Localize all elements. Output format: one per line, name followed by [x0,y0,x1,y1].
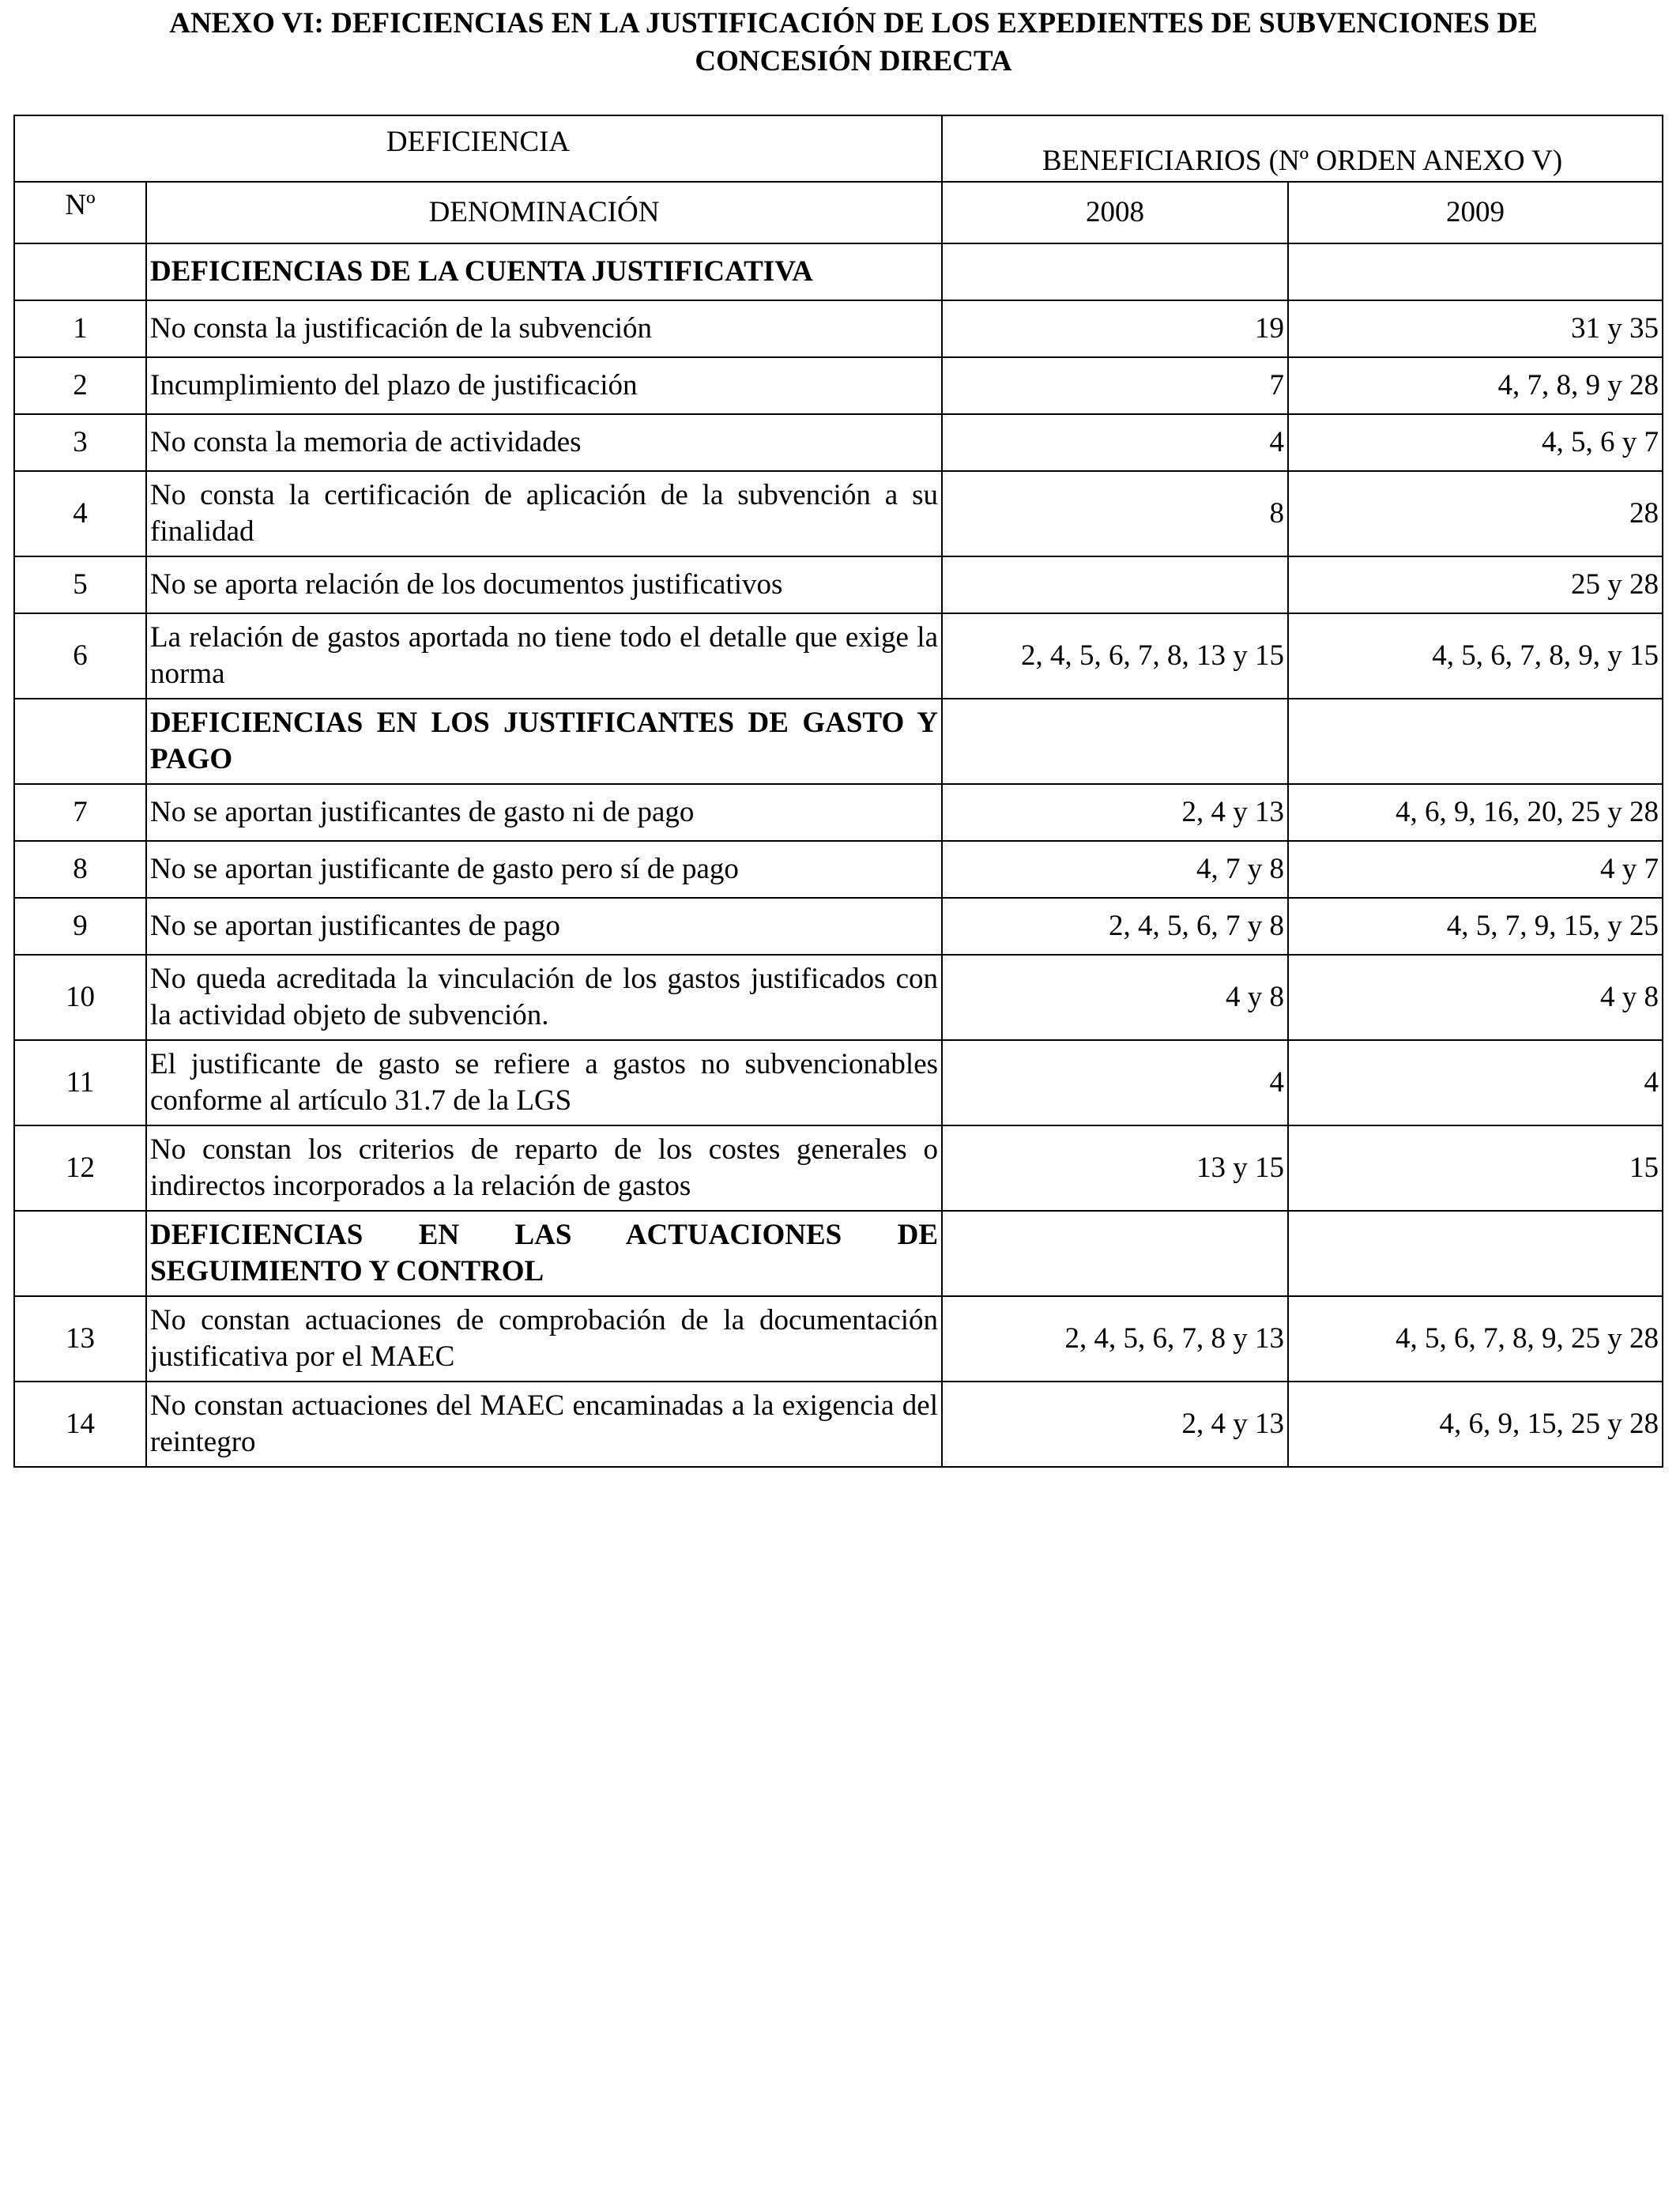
table-row [14,841,1663,898]
row-denominacion: La relación de gastos aportada no tiene todo el detalle que exige la norma [146,613,942,699]
row-number: 11 [14,1040,146,1125]
row-number: 10 [14,955,146,1040]
row-number: 4 [14,471,146,556]
section-title: DEFICIENCIAS EN LOS JUSTIFICANTES DE GASTO Y PAGO [146,699,942,784]
row-number: 1 [14,300,146,357]
header-2009: 2009 [1288,182,1663,243]
row-beneficiarios-2009: 4, 5, 6 y 7 [1288,414,1663,471]
row-number: 7 [14,784,146,841]
page-title-line-1: ANEXO VI: DEFICIENCIAS EN LA JUSTIFICACIÓN DE LOS EXPEDIENTES DE SUBVENCIONES DE [169,7,1538,40]
row-beneficiarios-2009: 4, 5, 7, 9, 15, y 25 [1288,898,1663,955]
row-denominacion: No constan los criterios de reparto de los costes generales o indirectos incorporados a la relación de gastos [146,1125,942,1211]
row-denominacion: No consta la certificación de aplicación de la subvención a su finalidad [146,471,942,556]
row-beneficiarios-2008: 2, 4 y 13 [942,1382,1288,1467]
table-row [14,1040,1663,1125]
row-denominacion: No queda acreditada la vinculación de los gastos justificados con la actividad objeto de subvención. [146,955,942,1040]
row-beneficiarios-2008: 2, 4 y 13 [942,784,1288,841]
row-beneficiarios-2009: 28 [1288,471,1663,556]
table-row [14,955,1663,1040]
row-beneficiarios-2009: 4 [1288,1040,1663,1125]
row-number: 2 [14,357,146,414]
header-2008: 2008 [942,182,1288,243]
row-denominacion: No se aportan justificantes de pago [146,898,942,955]
section-row [14,699,1663,784]
row-beneficiarios-2008: 19 [942,300,1288,357]
row-beneficiarios-2008: 8 [942,471,1288,556]
row-beneficiarios-2009: 4, 7, 8, 9 y 28 [1288,357,1663,414]
header-row-sub [14,182,1663,243]
row-denominacion: No se aportan justificante de gasto pero sí de pago [146,841,942,898]
table-row [14,1125,1663,1211]
row-beneficiarios-2009: 4, 6, 9, 15, 25 y 28 [1288,1382,1663,1467]
row-denominacion: No consta la memoria de actividades [146,414,942,471]
row-beneficiarios-2008: 2, 4, 5, 6, 7 y 8 [942,898,1288,955]
section-row [14,243,1663,300]
row-denominacion: No se aporta relación de los documentos justificativos [146,556,942,613]
row-beneficiarios-2009: 4 y 8 [1288,955,1663,1040]
row-beneficiarios-2008: 4 y 8 [942,955,1288,1040]
row-beneficiarios-2008: 2, 4, 5, 6, 7, 8 y 13 [942,1296,1288,1382]
section-title: DEFICIENCIAS EN LAS ACTUACIONES DE SEGUIMIENTO Y CONTROL [146,1211,942,1296]
row-number: 6 [14,613,146,699]
row-denominacion: No consta la justificación de la subvención [146,300,942,357]
table-row [14,556,1663,613]
row-beneficiarios-2009: 31 y 35 [1288,300,1663,357]
table-row [14,357,1663,414]
row-number: 12 [14,1125,146,1211]
row-beneficiarios-2008: 4 [942,1040,1288,1125]
page-title [47,5,1659,81]
table-row [14,1296,1663,1382]
row-beneficiarios-2009: 25 y 28 [1288,556,1663,613]
table-row [14,1382,1663,1467]
row-denominacion: No constan actuaciones de comprobación de la documentación justificativa por el MAEC [146,1296,942,1382]
row-beneficiarios-2008: 13 y 15 [942,1125,1288,1211]
section-row [14,1211,1663,1296]
row-denominacion: Incumplimiento del plazo de justificación [146,357,942,414]
header-denominacion: DENOMINACIÓN [146,182,942,243]
row-number: 8 [14,841,146,898]
row-denominacion: No se aportan justificantes de gasto ni de pago [146,784,942,841]
table-row [14,300,1663,357]
row-beneficiarios-2009: 4, 5, 6, 7, 8, 9, y 15 [1288,613,1663,699]
row-number: 5 [14,556,146,613]
row-number: 3 [14,414,146,471]
table-row [14,613,1663,699]
section-title: DEFICIENCIAS DE LA CUENTA JUSTIFICATIVA [146,243,942,300]
row-denominacion: No constan actuaciones del MAEC encaminadas a la exigencia del reintegro [146,1382,942,1467]
row-beneficiarios-2009: 15 [1288,1125,1663,1211]
row-beneficiarios-2008 [942,556,1288,613]
table-row [14,784,1663,841]
row-number: 14 [14,1382,146,1467]
row-beneficiarios-2009: 4, 5, 6, 7, 8, 9, 25 y 28 [1288,1296,1663,1382]
header-beneficiarios: BENEFICIARIOS (Nº ORDEN ANEXO V) [942,115,1663,182]
row-number: 9 [14,898,146,955]
table-row [14,471,1663,556]
deficiencias-table [13,115,1663,1468]
row-beneficiarios-2008: 7 [942,357,1288,414]
row-denominacion: El justificante de gasto se refiere a gastos no subvencionables conforme al artículo 31.7 de la LGS [146,1040,942,1125]
table-row [14,898,1663,955]
row-number: 13 [14,1296,146,1382]
row-beneficiarios-2009: 4 y 7 [1288,841,1663,898]
page-title-line-2: CONCESIÓN DIRECTA [695,45,1012,77]
row-beneficiarios-2008: 2, 4, 5, 6, 7, 8, 13 y 15 [942,613,1288,699]
row-beneficiarios-2008: 4 [942,414,1288,471]
table-row [14,414,1663,471]
header-num: Nº [14,182,146,243]
header-row-top [14,115,1663,182]
row-beneficiarios-2009: 4, 6, 9, 16, 20, 25 y 28 [1288,784,1663,841]
row-beneficiarios-2008: 4, 7 y 8 [942,841,1288,898]
header-deficiencia: DEFICIENCIA [14,115,942,182]
